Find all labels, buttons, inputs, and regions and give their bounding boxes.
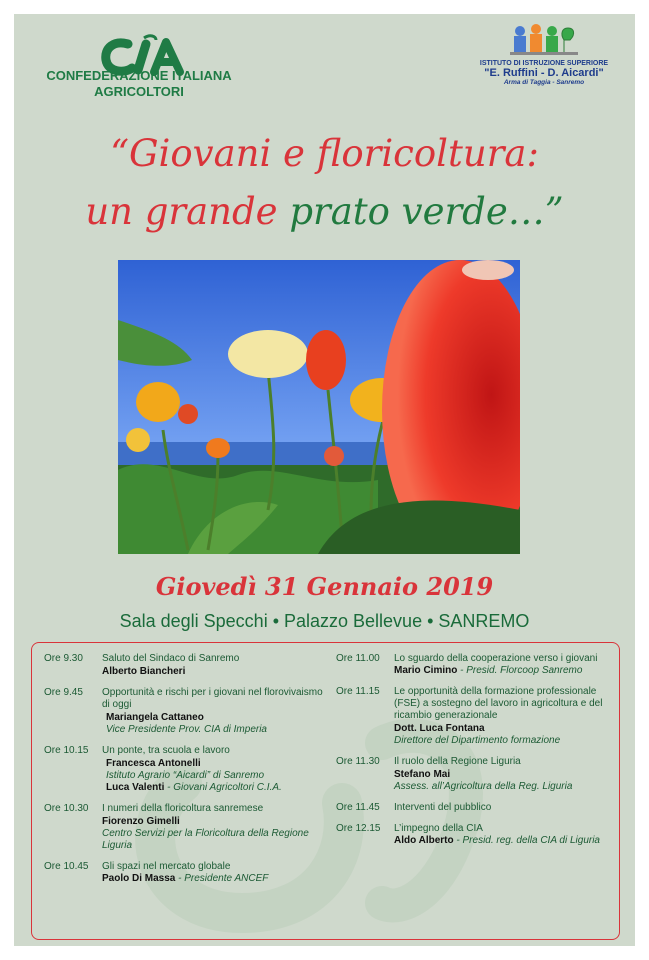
program-item [336, 686, 612, 747]
speaker-name: Alberto Biancheri [102, 666, 186, 677]
speaker-role: - Presidente ANCEF [175, 873, 269, 884]
cia-organization-name [34, 68, 244, 100]
poster [14, 14, 635, 946]
program-box [31, 642, 620, 940]
speaker-role: - Presid. reg. della CIA di Liguria [453, 835, 600, 846]
school-logo-block [464, 22, 624, 86]
speaker-name: Mariangela Cattaneo [106, 712, 204, 723]
program-column-left [44, 653, 330, 894]
title-line2-green: prato verde…” [289, 190, 564, 233]
program-topic: Saluto del Sindaco di Sanremo [102, 653, 240, 664]
school-people-icon [508, 22, 580, 58]
poppies-photo [118, 260, 520, 554]
title-line2 [14, 190, 635, 233]
cia-name-line1: CONFEDERAZIONE ITALIANA [46, 68, 232, 83]
speaker-name: Dott. Luca Fontana [394, 723, 485, 734]
speaker-name: Paolo Di Massa [102, 873, 176, 884]
cia-name-line2: AGRICOLTORI [94, 84, 184, 99]
program-time: Ore 9.45 [44, 687, 83, 698]
school-name: "E. Ruffini - D. Aicardi" [484, 67, 604, 79]
program-column-right [336, 653, 612, 856]
program-time: Ore 11.15 [336, 686, 380, 697]
speaker-role: Centro Servizi per la Floricoltura della Regione Liguria [102, 828, 309, 851]
program-time: Ore 10.45 [44, 861, 89, 872]
program-topic: Opportunità e rischi per i giovani nel florovivaismo di oggi [102, 687, 323, 710]
program-time: Ore 10.30 [44, 803, 89, 814]
speaker-role: Direttore del Dipartimento formazione [394, 735, 561, 746]
speaker-role: - Presid. Florcoop Sanremo [457, 665, 583, 676]
program-time: Ore 11.45 [336, 802, 380, 813]
program-topic: I numeri della floricoltura sanremese [102, 803, 264, 814]
school-line1: ISTITUTO DI ISTRUZIONE SUPERIORE [479, 60, 609, 67]
program-item [44, 745, 330, 794]
speaker-role: Vice Presidente Prov. CIA di Imperia [106, 724, 267, 735]
title-line1: “Giovani e floricoltura: [110, 132, 539, 175]
program-time: Ore 9.30 [44, 653, 83, 664]
program-time: Ore 12.15 [336, 823, 381, 834]
program-item [44, 803, 330, 852]
speaker-name: Stefano Mai [394, 769, 451, 780]
program-item [336, 823, 612, 847]
title-line2-red: un grande [85, 190, 278, 233]
program-topic: Interventi del pubblico [394, 802, 492, 813]
speaker-name: Luca Valenti [106, 782, 165, 793]
event-venue: Sala degli Specchi • Palazzo Bellevue • SANREMO [119, 611, 530, 631]
speaker-name: Aldo Alberto [394, 835, 454, 846]
program-item [336, 653, 612, 677]
school-location: Arma di Taggia - Sanremo [503, 79, 585, 86]
program-item [44, 861, 330, 885]
program-topic: L’impegno della CIA [394, 823, 483, 834]
program-topic: Un ponte, tra scuola e lavoro [102, 745, 230, 756]
program-item [44, 687, 330, 736]
speaker-role: Assess. all’Agricoltura della Reg. Liguria [394, 781, 573, 792]
event-date: Giovedì 31 Gennaio 2019 [155, 572, 494, 601]
program-topic: Le opportunità della formazione professionale (FSE) a sostegno del lavoro in agricoltura e del ricambio generazionale [394, 686, 603, 721]
speaker-name: Mario Cimino [394, 665, 458, 676]
program-topic: Gli spazi nel mercato globale [102, 861, 231, 872]
speaker-role: Istituto Agrario “Aicardi” di Sanremo [106, 770, 265, 781]
program-topic: Lo sguardo della cooperazione verso i giovani [394, 653, 598, 664]
program-item [336, 802, 612, 814]
speaker-name: Fiorenzo Gimelli [102, 816, 180, 827]
program-time: Ore 10.15 [44, 745, 89, 756]
program-item [44, 653, 330, 678]
program-topic: Il ruolo della Regione Liguria [394, 756, 521, 767]
speaker-name: Francesca Antonelli [106, 758, 201, 769]
speaker-role: - Giovani Agricoltori C.I.A. [164, 782, 282, 793]
program-time: Ore 11.00 [336, 653, 380, 664]
program-time: Ore 11.30 [336, 756, 380, 767]
program-item [336, 756, 612, 793]
